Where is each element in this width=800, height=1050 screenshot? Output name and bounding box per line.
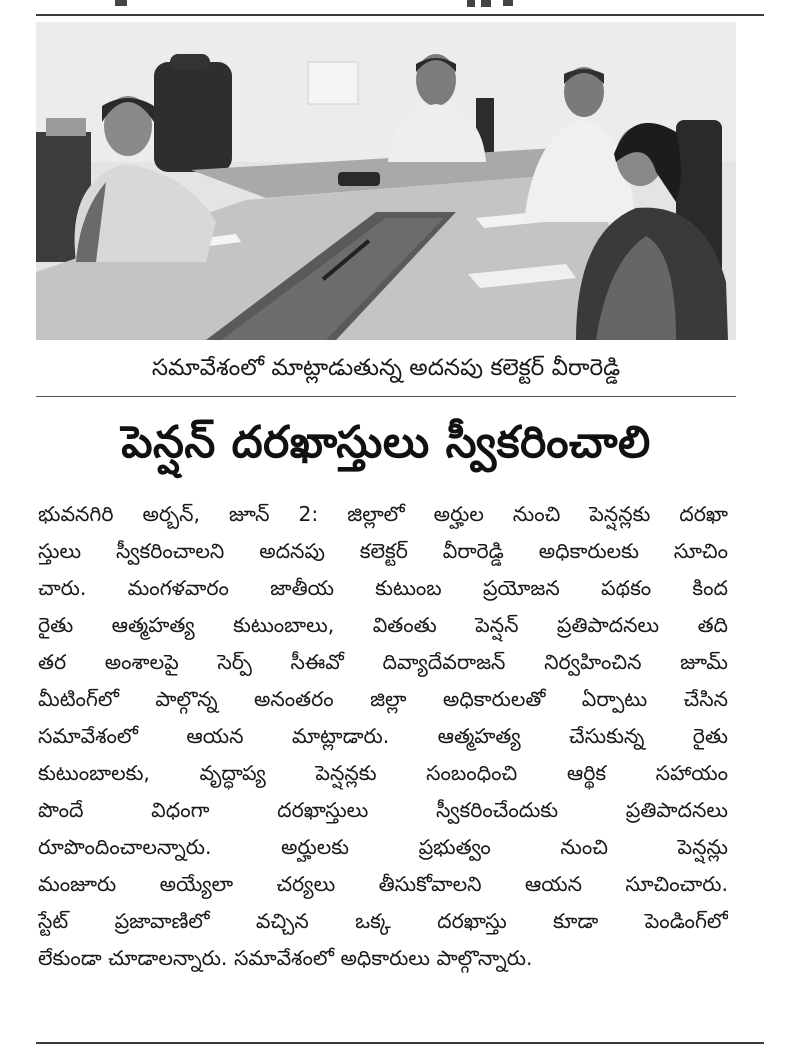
body-line: మంజూరు అయ్యేలా చర్యలు తీసుకోవాలని ఆయన సూచించారు. bbox=[38, 872, 728, 896]
body-line: స్తులు స్వీకరించాలని అదనపు కలెక్టర్ వీరారెడ్డి అధికారులకు సూచిం bbox=[38, 539, 728, 563]
top-divider bbox=[36, 14, 764, 16]
body-line: భువనగిరి అర్బన్, జూన్ 2: జిల్లాలో అర్హుల నుంచి పెన్షన్లకు దరఖా bbox=[38, 502, 728, 526]
photo-caption: సమావేశంలో మాట్లాడుతున్న అదనపు కలెక్టర్ వీరారెడ్డి bbox=[151, 355, 621, 381]
body-line: రూపొందించాలన్నారు. అర్హులకు ప్రభుత్వం నుంచి పెన్షన్లు bbox=[38, 835, 728, 859]
body-line: రైతు ఆత్మహత్య కుటుంబాలు, వితంతు పెన్షన్ ప్రతిపాదనలు తది bbox=[38, 613, 728, 637]
body-line: తర అంశాలపై సెర్ప్ సీఈవో దివ్యాదేవరాజన్ నిర్వహించిన జూమ్ bbox=[38, 650, 728, 674]
body-line: చారు. మంగళవారం జాతీయ కుటుంబ ప్రయోజన పథకం కింద bbox=[38, 576, 728, 600]
body-line: స్టేట్ ప్రజావాణిలో వచ్చిన ఒక్క దరఖాస్తు కూడా పెండింగ్‌లో bbox=[38, 909, 728, 933]
meeting-photo bbox=[36, 22, 736, 340]
body-line: లేకుండా చూడాలన్నారు. సమావేశంలో అధికారులు పాల్గొన్నారు. bbox=[38, 946, 533, 970]
article-body bbox=[38, 496, 728, 977]
article-headline: పెన్షన్ దరఖాస్తులు స్వీకరించాలి bbox=[121, 417, 651, 468]
photo-icon bbox=[36, 22, 736, 340]
body-line: పొందే విధంగా దరఖాస్తులు స్వీకరించేందుకు ప్రతిపాదనలు bbox=[38, 798, 728, 822]
bottom-divider bbox=[36, 1042, 764, 1044]
body-line: కుటుంబాలకు, వృద్ధాప్య పెన్షన్లకు సంబంధించి ఆర్థిక సహాయం bbox=[38, 761, 728, 785]
top-cutoff-marks bbox=[115, 0, 535, 10]
caption-divider bbox=[36, 396, 736, 397]
body-line: సమావేశంలో ఆయన మాట్లాడారు. ఆత్మహత్య చేసుకున్న రైతు bbox=[38, 724, 728, 748]
body-line: మీటింగ్‌లో పాల్గొన్న అనంతరం జిల్లా అధికారులతో ఏర్పాటు చేసిన bbox=[38, 687, 728, 711]
